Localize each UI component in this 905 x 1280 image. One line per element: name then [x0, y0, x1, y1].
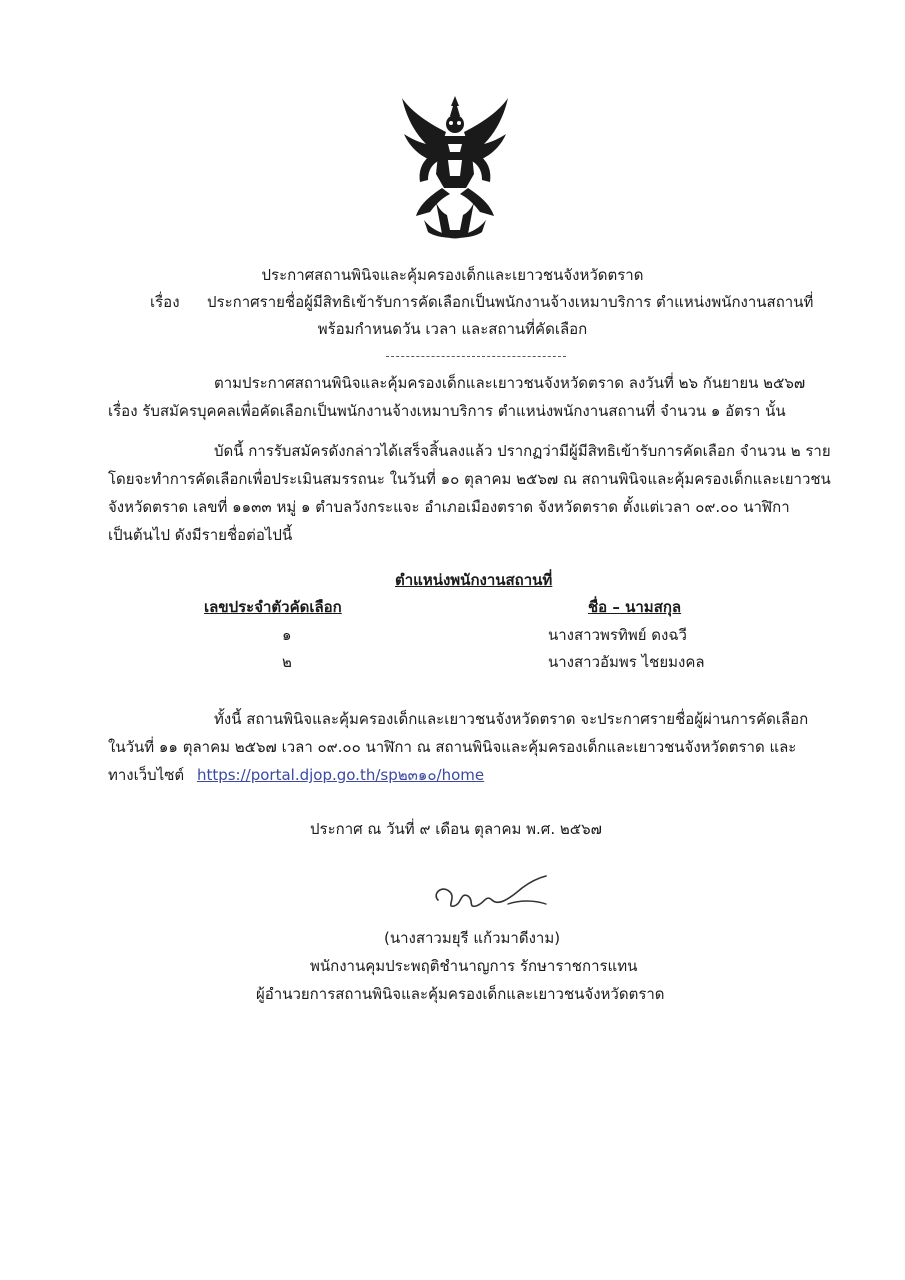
announcement-title: ประกาศสถานพินิจและคุ้มครองเด็กและเยาวชนจังหวัดตราด	[261, 266, 644, 284]
website-link[interactable]: https://portal.djop.go.th/sp๒๓๑๐/home	[196, 766, 485, 784]
subject-line-1: ประกาศรายชื่อผู้มีสิทธิเข้ารับการคัดเลือกเป็นพนักงานจ้างเหมาบริการ ตำแหน่งพนักงานสถานที่	[207, 293, 814, 311]
column-header-id: เลขประจำตัวคัดเลือก	[204, 598, 342, 616]
paragraph-3-line-3	[108, 768, 484, 783]
subject-line-2: พร้อมกำหนดวัน เวลา และสถานที่คัดเลือก	[317, 320, 588, 338]
signer-office: ผู้อำนวยการสถานพินิจและคุ้มครองเด็กและเยาวชนจังหวัดตราด	[256, 985, 665, 1003]
paragraph-1-line-1: ตามประกาศสถานพินิจและคุ้มครองเด็กและเยาวชนจังหวัดตราด ลงวันที่ ๒๖ กันยายน ๒๕๖๗	[214, 374, 806, 392]
header-divider	[386, 356, 566, 357]
signature-icon	[428, 870, 558, 920]
garuda-emblem-icon	[396, 92, 514, 242]
paragraph-2-line-3: จังหวัดตราด เลขที่ ๑๑๓๓ หมู่ ๑ ตำบลวังกระแจะ อำเภอเมืองตราด จังหวัดตราด ตั้งแต่เวลา ๐๙.๐๐ นาฬิกา	[108, 498, 790, 516]
paragraph-2-line-2: โดยจะทำการคัดเลือกเพื่อประเมินสมรรถนะ ในวันที่ ๑๐ ตุลาคม ๒๕๖๗ ณ สถานพินิจและคุ้มครองเด็กและเยาวชน	[108, 470, 831, 488]
paragraph-2-line-1: บัดนี้ การรับสมัครดังกล่าวได้เสร็จสิ้นลงแล้ว ปรากฏว่ามีผู้มีสิทธิเข้ารับการคัดเลือก จำนวน ๒ ราย	[214, 442, 831, 460]
signer-position: พนักงานคุมประพฤติชำนาญการ รักษาราชการแทน	[310, 957, 638, 975]
table-row-2-name: นางสาวอัมพร ไชยมงคล	[548, 653, 705, 671]
column-header-name: ชื่อ – นามสกุล	[588, 598, 682, 616]
paragraph-3-line-2: ในวันที่ ๑๑ ตุลาคม ๒๕๖๗ เวลา ๐๙.๐๐ นาฬิกา ณ สถานพินิจและคุ้มครองเด็กและเยาวชนจังหวัดตราด และ	[108, 738, 797, 756]
table-row-1-id: ๑	[282, 626, 292, 644]
signer-name: (นางสาวมยุรี แก้วมาดีงาม)	[384, 929, 561, 947]
table-row-1-name: นางสาวพรทิพย์ ดงฉวี	[548, 626, 687, 644]
website-prefix: ทางเว็บไซต์	[108, 766, 185, 784]
announcement-date: ประกาศ ณ วันที่ ๙ เดือน ตุลาคม พ.ศ. ๒๕๖๗	[310, 820, 602, 838]
paragraph-2-line-4: เป็นต้นไป ดังมีรายชื่อต่อไปนี้	[108, 526, 293, 544]
table-row-2-id: ๒	[282, 653, 292, 671]
paragraph-3-line-1: ทั้งนี้ สถานพินิจและคุ้มครองเด็กและเยาวชนจังหวัดตราด จะประกาศรายชื่อผู้ผ่านการคัดเลือก	[214, 710, 809, 728]
subject-label: เรื่อง	[150, 293, 180, 311]
paragraph-1-line-2: เรื่อง รับสมัครบุคคลเพื่อคัดเลือกเป็นพนักงานจ้างเหมาบริการ ตำแหน่งพนักงานสถานที่ จำนวน ๑ อัตรา นั้น	[108, 402, 786, 420]
position-heading: ตำแหน่งพนักงานสถานที่	[395, 571, 553, 589]
